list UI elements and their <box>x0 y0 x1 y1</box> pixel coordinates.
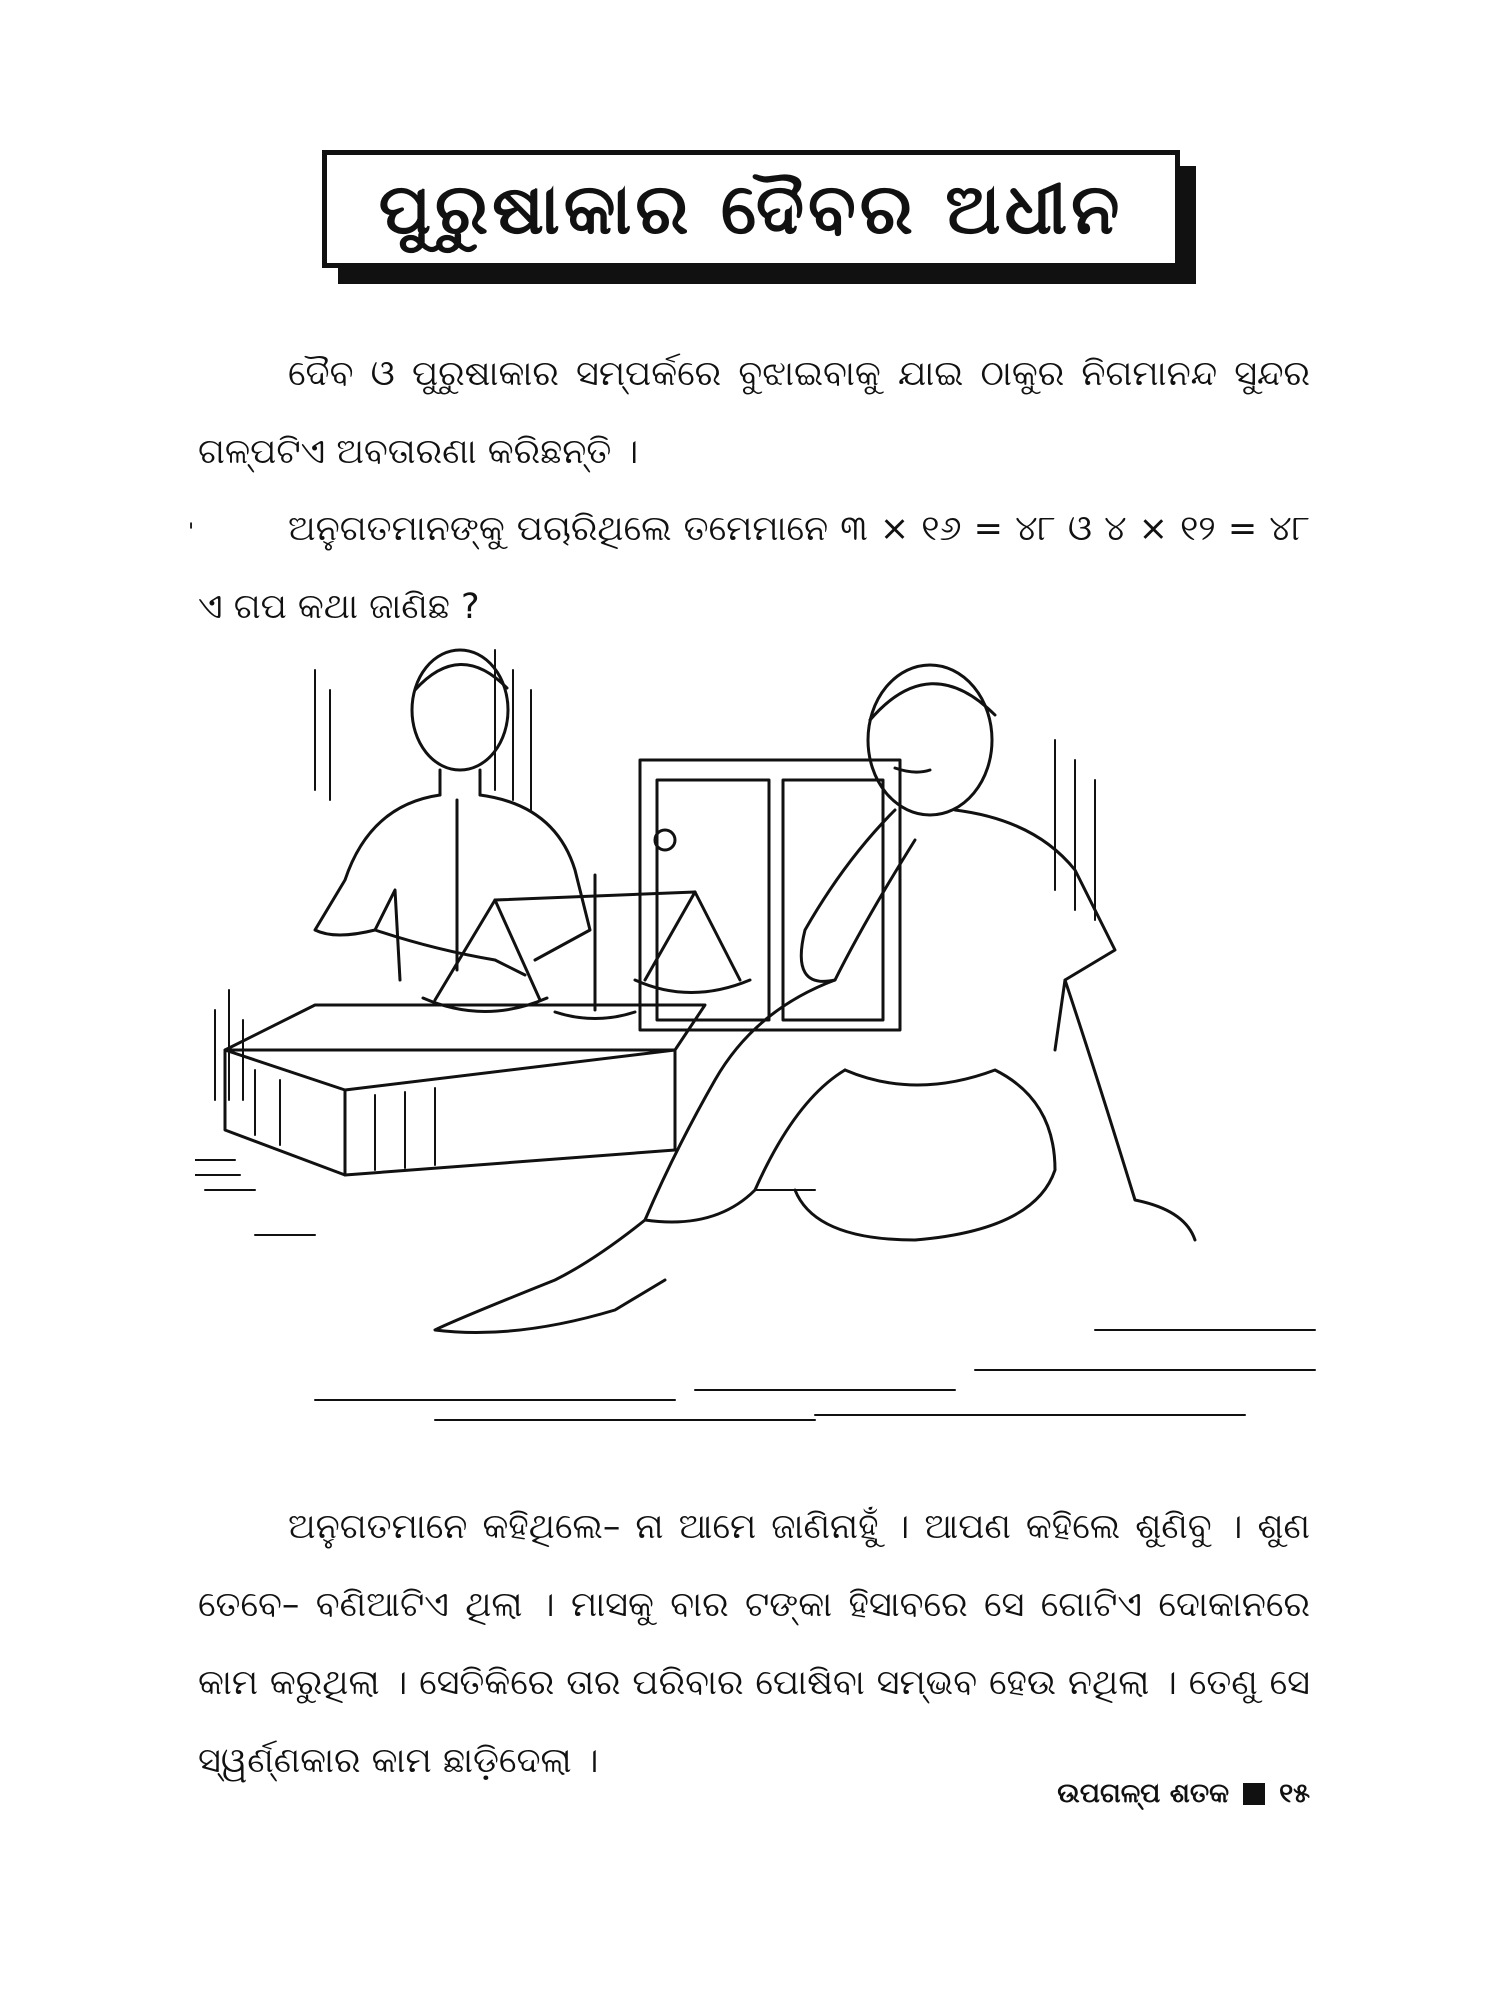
cabinet <box>640 760 900 1030</box>
question-text: ଅନୁଗତମାନଙ୍କୁ ପଚାରିଥିଲେ ତମେମାନେ ୩ × ୧୬ = ୪୮ ଓ ୪ × ୧୨ = ୪୮ ଏ ଗପ କଥା ଜାଣିଛ ? <box>198 509 1310 627</box>
title-box <box>322 150 1180 268</box>
shop-illustration <box>195 630 1325 1450</box>
balance-scale <box>423 830 750 1019</box>
story-text: ଅନୁଗତମାନେ କହିଥିଲେ– ନା ଆମେ ଜାଣିନାହୁଁ । ଆପଣ କହିଲେ ଶୁଣିବୁ । ଶୁଣ ତେବେ– ବଣିଆଟିଏ ଥିଲା । ମାସକୁ ବାର ଟଙ୍କା ହିସାବରେ ସେ ଗୋଟିଏ ଦୋକାନରେ କାମ କରୁଥିଲା । ସେତିକିରେ ତାର ପରିବାର ପୋଷିବା ସମ୍ଭବ ହେଉ ନଥିଲା । ତେଣୁ ସେ ସ୍ୱର୍ଣ୍ଣକାର କାମ ଛାଡ଼ିଦେଲା । <box>198 1507 1310 1781</box>
question-paragraph <box>198 490 1310 646</box>
square-bullet-icon <box>1243 1783 1265 1805</box>
book-title: ଉପଗଳ୍ପ ଶତକ <box>1057 1778 1230 1809</box>
page-title: ପୁରୁଷାକାର ଦୈବର ଅଧୀନ <box>378 167 1124 250</box>
seated-man-figure <box>435 665 1195 1333</box>
floor-lines <box>195 1160 1315 1420</box>
intro-paragraph <box>198 335 1310 491</box>
page-number: ୧୫ <box>1279 1778 1310 1809</box>
shopkeeper-figure <box>315 650 590 980</box>
stray-mark: ' <box>188 520 195 545</box>
page-footer <box>1057 1778 1310 1810</box>
intro-text: ଦୈବ ଓ ପୁରୁଷାକାର ସମ୍ପର୍କରେ ବୁଝାଇବାକୁ ଯାଇ ଠାକୁର ନିଗମାନନ୍ଦ ସୁନ୍ଦର ଗଳ୍ପଟିଏ ଅବତାରଣା କରିଛନ୍ତି । <box>198 354 1310 472</box>
counter <box>225 1005 705 1175</box>
story-paragraph <box>198 1488 1310 1800</box>
